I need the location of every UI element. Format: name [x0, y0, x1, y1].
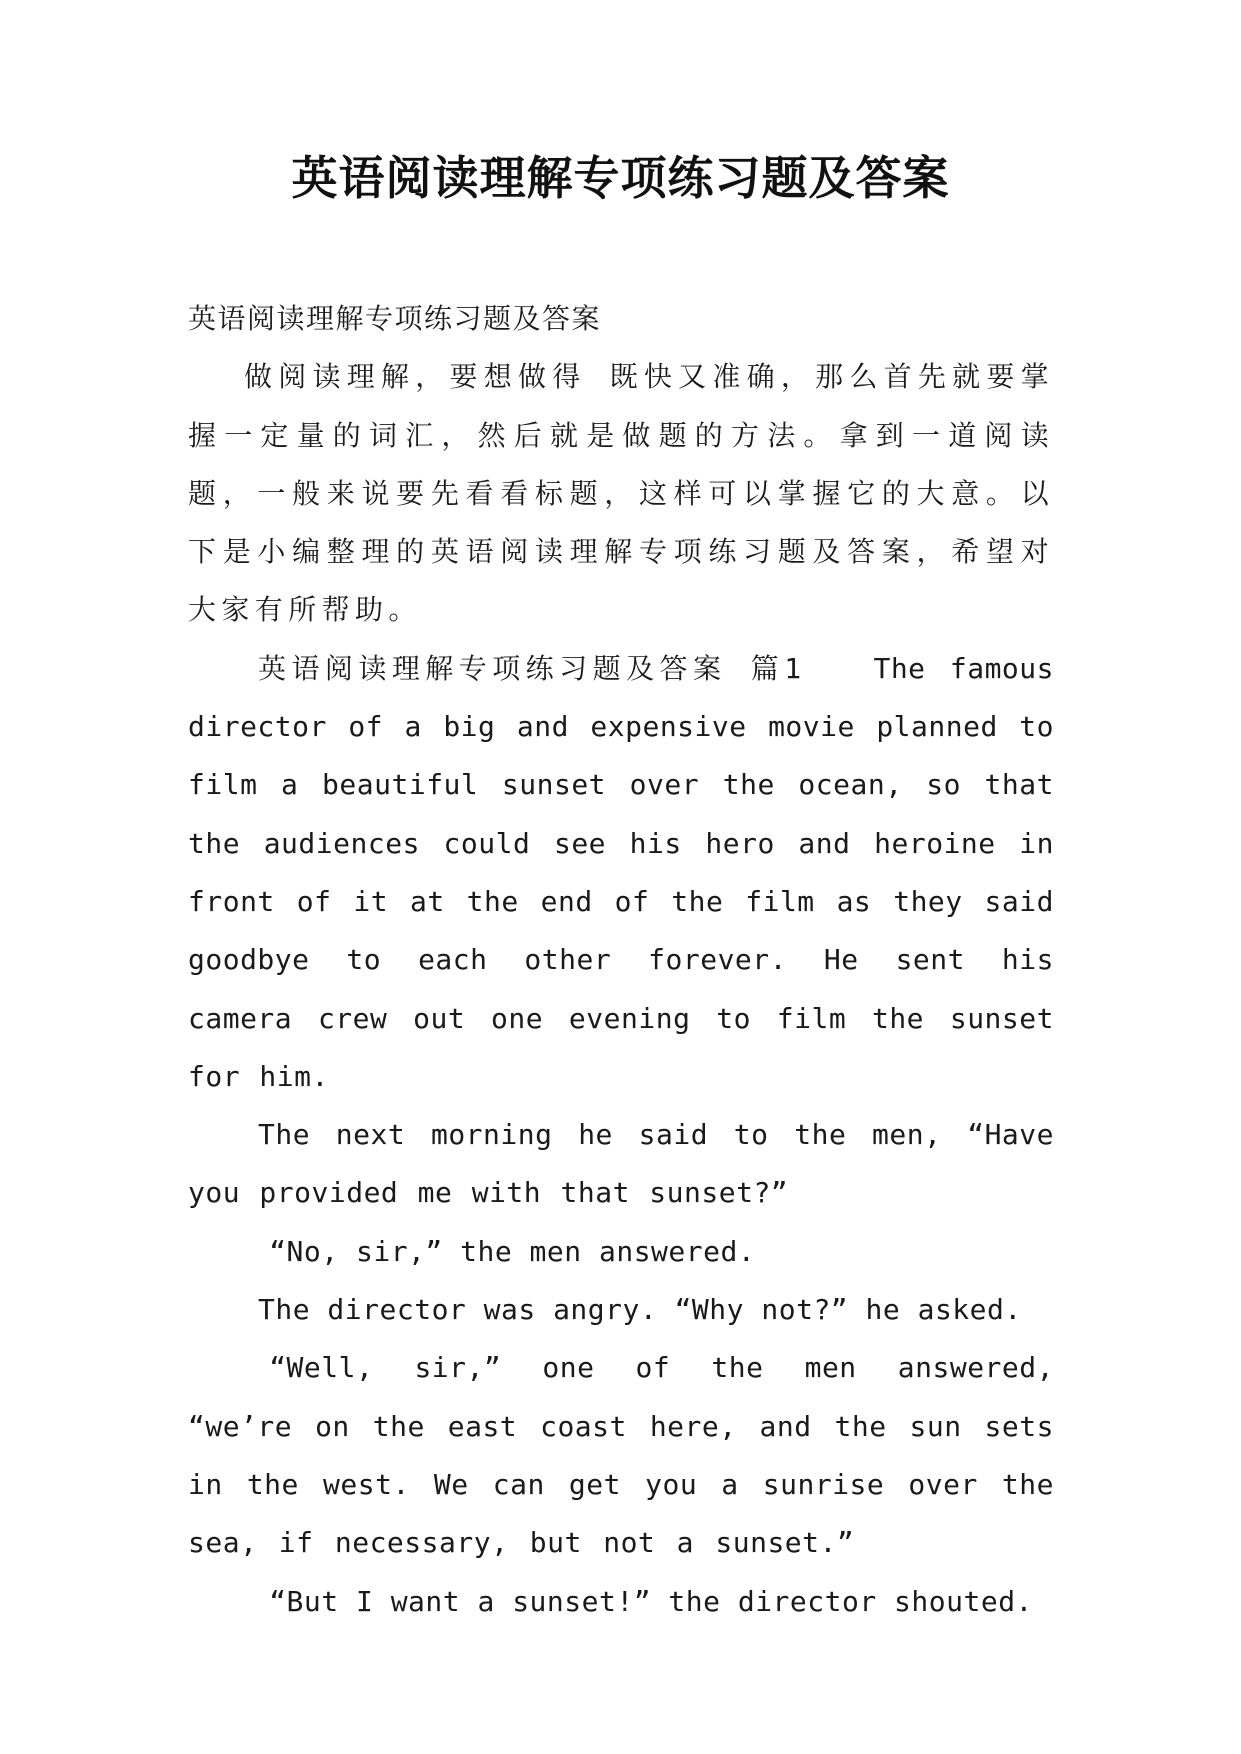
paragraph-passage-1: 英语阅读理解专项练习题及答案 篇1 The famous director of a big and expensive movie planned to film a beautiful sunset over the ocean, so that the audiences could see his hero and heroine in front of it at the end of the film as they said goodbye to each other forever. He sent his camera crew out one evening to film the sunset for him. — [188, 651, 1054, 1093]
document-body — [188, 290, 1054, 1631]
paragraph-director-angry: The director was angry. “Why not?” he asked. — [258, 1293, 1022, 1327]
paragraph-no-sir: “No, sir,” the men answered. — [269, 1234, 756, 1268]
paragraph-east-coast: “Well, sir,” one of the men answered, “we’re on the east coast here, and the sun sets in the west. We can get you a sunrise over the sea, if necessary, but not a sunset.” — [188, 1351, 1054, 1560]
document-title: 英语阅读理解专项练习题及答案 — [291, 151, 950, 205]
paragraph-want-sunset: “But I want a sunset!” the director shouted. — [269, 1584, 1033, 1618]
paragraph-intro: 做阅读理解，要想做得 既快又准确，那么首先就要掌握一定量的词汇，然后就是做题的方法。拿到一道阅读题，一般来说要先看看标题，这样可以掌握它的大意。以下是小编整理的英语阅读理解专项练习题及答案，希望对大家有所帮助。 — [188, 360, 1054, 627]
paragraph-subtitle: 英语阅读理解专项练习题及答案 — [188, 302, 602, 335]
paragraph-next-morning: The next morning he said to the men, “Have you provided me with that sunset?” — [188, 1118, 1054, 1210]
